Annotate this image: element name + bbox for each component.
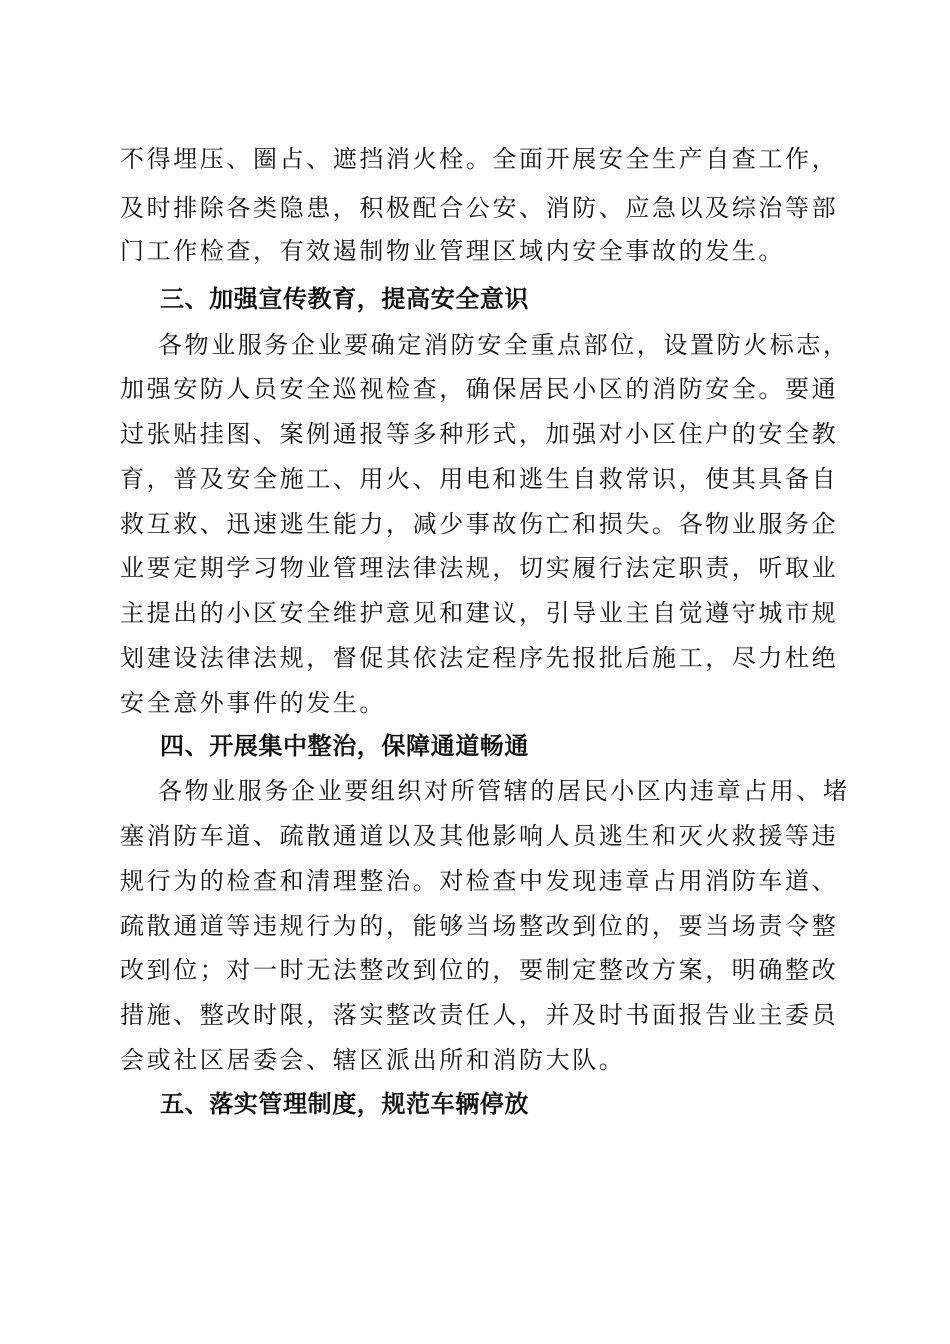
paragraph-line: 及时排除各类隐患，积极配合公安、消防、应急以及综治等部 [120, 194, 839, 222]
paragraph-line: 业要定期学习物业管理法律法规，切实履行法定职责，听取业 [120, 554, 839, 582]
section-heading: 五、落实管理制度，规范车辆停放 [160, 1090, 529, 1118]
paragraph-line: 过张贴挂图、案例通报等多种形式，加强对小区住户的安全教 [120, 420, 839, 448]
paragraph-line: 育，普及安全施工、用火、用电和逃生自救常识，使其具备自 [120, 465, 839, 493]
paragraph-line: 加强安防人员安全巡视检查，确保居民小区的消防安全。要通 [120, 375, 839, 403]
section-heading: 三、加强宣传教育，提高安全意识 [160, 285, 529, 313]
paragraph-line: 安全意外事件的发生。 [120, 689, 386, 717]
paragraph-line: 救互救、迅速逃生能力，减少事故伤亡和损失。各物业服务企 [120, 510, 839, 538]
paragraph-line: 各物业服务企业要组织对所管辖的居民小区内违章占用、堵 [158, 777, 850, 805]
paragraph-line: 划建设法律法规，督促其依法定程序先报批后施工，尽力杜绝 [120, 644, 839, 672]
paragraph-line: 措施、整改时限，落实整改责任人，并及时书面报告业主委员 [120, 1001, 839, 1029]
paragraph-line: 主提出的小区安全维护意见和建议，引导业主自觉遵守城市规 [120, 599, 839, 627]
paragraph-line: 改到位；对一时无法整改到位的，要制定整改方案，明确整改 [120, 956, 839, 984]
paragraph-line: 规行为的检查和清理整治。对检查中发现违章占用消防车道、 [120, 867, 839, 895]
paragraph-line: 门工作检查，有效遏制物业管理区域内安全事故的发生。 [120, 237, 785, 265]
paragraph-line: 疏散通道等违规行为的，能够当场整改到位的，要当场责令整 [120, 912, 839, 940]
paragraph-line: 塞消防车道、疏散通道以及其他影响人员逃生和灭火救援等违 [120, 822, 839, 850]
paragraph-line: 会或社区居委会、辖区派出所和消防大队。 [120, 1046, 626, 1074]
paragraph-line: 各物业服务企业要确定消防安全重点部位，设置防火标志， [158, 331, 850, 359]
section-heading: 四、开展集中整治，保障通道畅通 [160, 732, 529, 760]
paragraph-line: 不得埋压、圈占、遮挡消火栓。全面开展安全生产自查工作， [120, 145, 839, 173]
